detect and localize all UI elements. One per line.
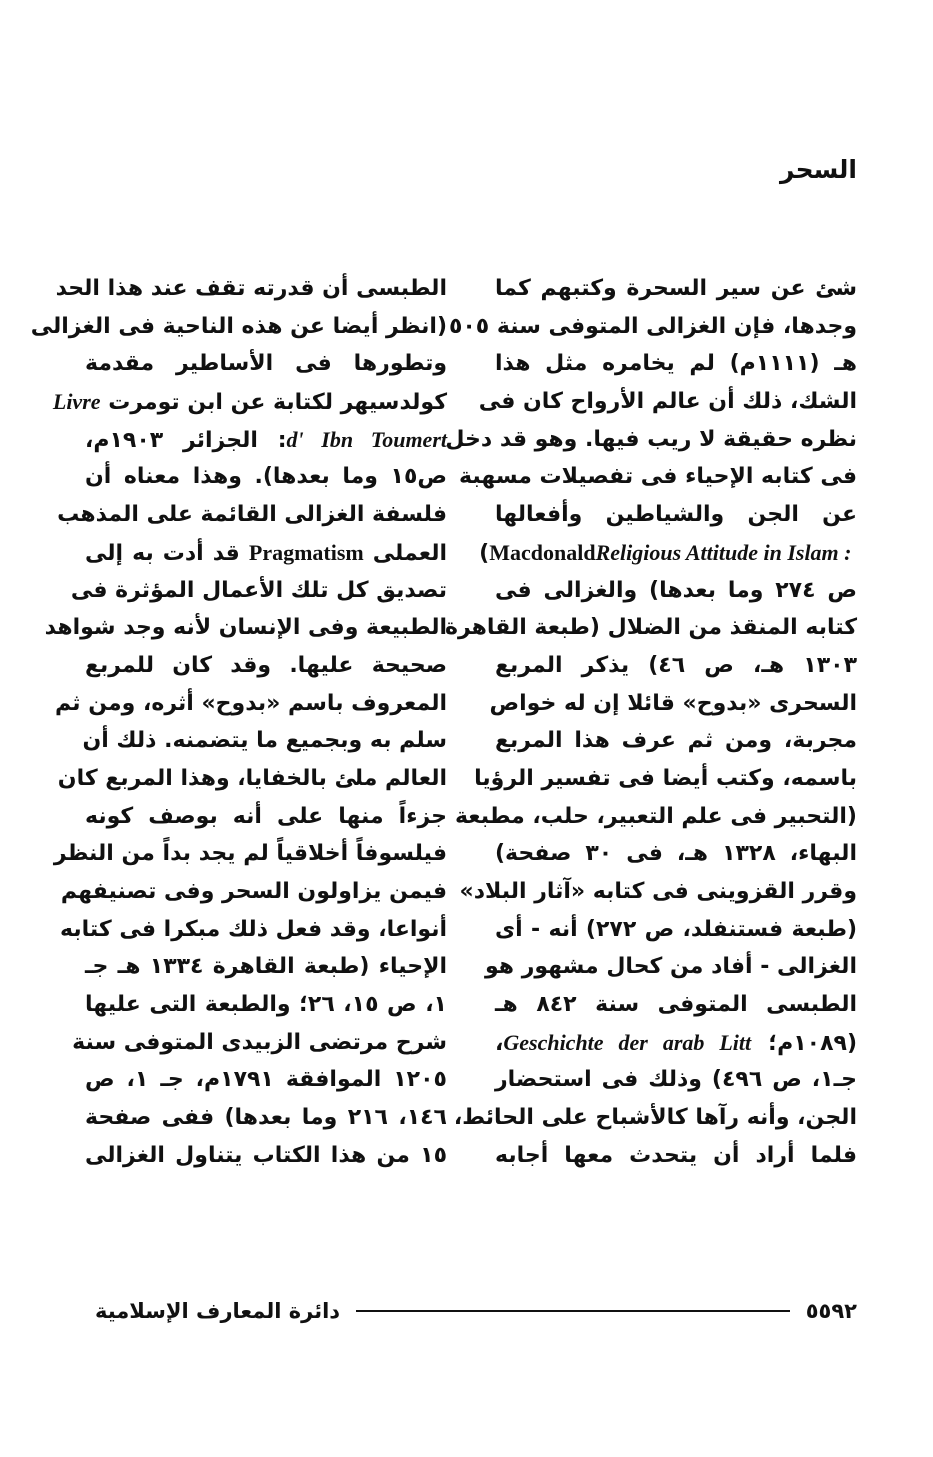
text-line: كولدسيهر لكتابة عن ابن تومرت Livre [52,389,447,416]
text-line: فلما أراد أن يتحدث معها أجابه [495,1142,857,1168]
text-line: فلسفة الغزالى القائمة على المذهب [57,502,447,528]
text-line: d' Ibn Toumert: الجزائر ١٩٠٣م، [85,426,447,453]
text-column-right [444,270,858,1175]
text-line: (انظر أيضا عن هذه الناحية فى الغزالى [30,313,447,339]
text-line: الغزالى - أفاد من كحال مشهور هو [484,954,857,980]
text-line: شرح مرتضى الزبيدى المتوفى سنة [72,1029,447,1055]
text-line: Religious Attitude in Islam : Macdonald) [479,539,857,566]
text-line: فيمن يزاولون السحر وفى تصنيفهم [60,879,447,904]
text-line: صحيحة عليها. وقد كان للمربع [85,652,447,678]
text-line: وتطورها فى الأساطير مقدمة [85,351,447,377]
text-line: كتابه المنقذ من الضلال (طبعة القاهرة [444,615,857,641]
text-line: ١٣٠٣ هـ، ص ٤٦) يذكر المربع [495,652,857,678]
text-line: السحرى «بدوح» قائلا إن له خواص [489,690,857,716]
text-line: ١٤٦، ٢١٦ وما بعدها) ففى صفحة [85,1105,447,1131]
text-line: فى كتابه الإحياء فى تفصيلات مسهبة [459,464,857,490]
text-line: (١٠٨٩م؛ Geschichte der arab Litt، [495,1029,857,1056]
text-line: هـ (١١١١م) لم يخامره مثل هذا [495,351,857,377]
text-line: ١٢٠٥ الموافقة ١٧٩١م، جـ ١، ص [85,1067,447,1093]
text-line: عن الجن والشياطين وأفعالها [495,502,857,528]
text-line: جـ١، ص ٤٩٦) وذلك فى استحضار [495,1067,857,1093]
text-column-left [30,270,447,1175]
text-line: ص ٢٧٤ وما بعدها) والغزالى فى [495,577,857,603]
text-line: فيلسوفاً أخلاقياً لم يجد بداً من النظر [53,841,447,867]
text-line: (طبعة فستنفلد، ص ٢٧٢) أنه - أى [495,916,857,942]
text-line: أنواعا، وقد فعل ذلك مبكرا فى كتابه [60,916,447,942]
page-number: ٥٥٩٢ [805,1299,857,1323]
text-line: الشك، ذلك أن عالم الأرواح كان فى [478,389,857,415]
text-line: جزءاً منها على أنه بوصف كونه [85,803,447,829]
text-line: الطبيعة وفى الإنسان لأنه وجد شواهد [44,615,447,641]
page-footer [95,1296,857,1326]
text-line: ١٥ من هذا الكتاب يتناول الغزالى [85,1142,447,1168]
text-line: شئ عن سير السحرة وكتبهم كما [495,276,857,301]
text-line: وقرر القزوينى فى كتابه «آثار البلاد» [459,879,857,904]
text-line: نظره حقيقة لا ريب فيها. وهو قد دخل [445,426,857,452]
text-line: الجن، وأنه رآها كالأشباح على الحائط، [453,1105,857,1131]
text-line: العملى Pragmatism قد أدت به إلى [85,539,447,566]
text-line: (التحبير فى علم التعبير، حلب، مطبعة [454,803,857,829]
publication-title: دائرة المعارف الإسلامية [95,1299,341,1323]
text-line: ص١٥ وما بعدها). وهذا معناه أن [85,464,447,490]
text-line: الطبسى أن قدرته تقف عند هذا الحد [55,276,447,301]
text-line: ١، ص ١٥، ٢٦؛ والطبعة التى عليها [85,992,447,1018]
text-line: الإحياء (طبعة القاهرة ١٣٣٤ هـ جـ [85,954,447,980]
text-line: المعروف باسم «بدوح» أثره، ومن ثم [55,690,447,716]
text-line: الطبسى المتوفى سنة ٨٤٢ هـ [495,992,858,1018]
footer-rule [356,1310,790,1312]
text-line: وجدها، فإن الغزالى المتوفى سنة ٥٠٥ [448,313,857,339]
text-line: تصديق كل تلك الأعمال المؤثرة فى [70,577,447,603]
text-line: سلم به وبجميع ما يتضمنه. ذلك أن [82,728,447,754]
text-line: باسمه، وكتب أيضا فى تفسير الرؤيا [474,765,857,791]
text-line: البهاء، ١٣٢٨ هـ، فى ٣٠ صفحة) [495,841,857,867]
page-header-title: السحر [780,155,857,184]
text-line: مجربة، ومن ثم عرف هذا المربع [495,728,857,754]
text-line: العالم ملئ بالخفايا، وهذا المربع كان [57,765,447,791]
